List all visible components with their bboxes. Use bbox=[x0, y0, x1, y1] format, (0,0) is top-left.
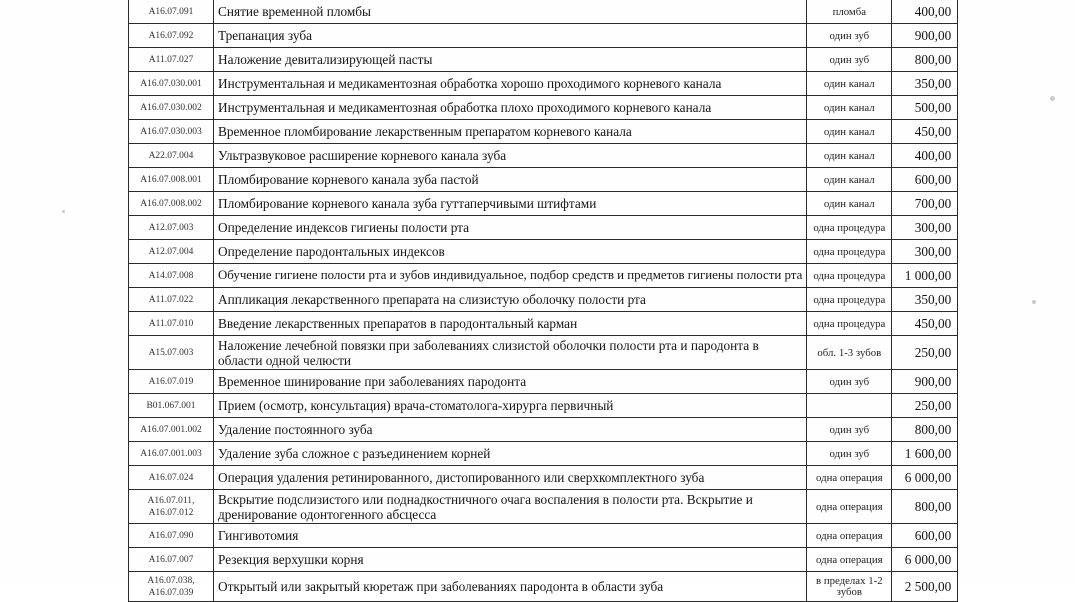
service-name: Инструментальная и медикаментозная обработка плохо проходимого корневого канала bbox=[214, 96, 807, 120]
table-row bbox=[129, 442, 958, 466]
service-name: Операция удаления ретинированного, дистопированного или сверхкомплектного зуба bbox=[214, 466, 807, 490]
service-name: Прием (осмотр, консультация) врача-стоматолога-хирурга первичный bbox=[214, 394, 807, 418]
service-unit: один зуб bbox=[807, 418, 892, 442]
service-price: 1 600,00 bbox=[892, 442, 958, 466]
service-code: A11.07.010 bbox=[129, 312, 214, 336]
service-code: A22.07.004 bbox=[129, 144, 214, 168]
scan-speck bbox=[1050, 96, 1055, 101]
service-price: 250,00 bbox=[892, 394, 958, 418]
service-price: 600,00 bbox=[892, 524, 958, 548]
service-code: A16.07.038, A16.07.039 bbox=[129, 572, 214, 602]
service-unit: один зуб bbox=[807, 370, 892, 394]
service-price: 400,00 bbox=[892, 144, 958, 168]
table-row bbox=[129, 490, 958, 524]
service-code: A16.07.024 bbox=[129, 466, 214, 490]
service-name: Определение индексов гигиены полости рта bbox=[214, 216, 807, 240]
service-unit: одна операция bbox=[807, 524, 892, 548]
service-name: Гингивотомия bbox=[214, 524, 807, 548]
table-row bbox=[129, 264, 958, 288]
service-price: 300,00 bbox=[892, 240, 958, 264]
table-row bbox=[129, 466, 958, 490]
table-row bbox=[129, 0, 958, 24]
service-price: 700,00 bbox=[892, 192, 958, 216]
service-unit: один канал bbox=[807, 192, 892, 216]
table-row bbox=[129, 240, 958, 264]
service-code: A16.07.001.002 bbox=[129, 418, 214, 442]
service-name: Обучение гигиене полости рта и зубов индивидуальное, подбор средств и предметов гигиены полости рта bbox=[214, 264, 807, 288]
service-price: 800,00 bbox=[892, 48, 958, 72]
service-code: A11.07.027 bbox=[129, 48, 214, 72]
service-code: A15.07.003 bbox=[129, 336, 214, 370]
scan-speck bbox=[62, 210, 65, 213]
service-code: A16.07.001.003 bbox=[129, 442, 214, 466]
dental-services-price-table bbox=[128, 0, 958, 602]
service-price: 500,00 bbox=[892, 96, 958, 120]
service-price: 350,00 bbox=[892, 72, 958, 96]
service-name: Пломбирование корневого канала зуба пастой bbox=[214, 168, 807, 192]
table-row bbox=[129, 312, 958, 336]
service-price: 250,00 bbox=[892, 336, 958, 370]
service-price: 300,00 bbox=[892, 216, 958, 240]
table-row bbox=[129, 72, 958, 96]
table-row bbox=[129, 370, 958, 394]
service-name: Резекция верхушки корня bbox=[214, 548, 807, 572]
service-unit: одна операция bbox=[807, 466, 892, 490]
service-unit: в пределах 1-2 зубов bbox=[807, 572, 892, 602]
service-unit: один зуб bbox=[807, 48, 892, 72]
service-unit: пломба bbox=[807, 0, 892, 24]
service-price: 800,00 bbox=[892, 418, 958, 442]
table-row bbox=[129, 418, 958, 442]
service-price: 6 000,00 bbox=[892, 466, 958, 490]
service-unit: одна операция bbox=[807, 490, 892, 524]
service-price: 350,00 bbox=[892, 288, 958, 312]
service-name: Наложение девитализирующей пасты bbox=[214, 48, 807, 72]
service-code: A16.07.008.002 bbox=[129, 192, 214, 216]
service-price: 450,00 bbox=[892, 312, 958, 336]
table-row bbox=[129, 524, 958, 548]
service-name: Пломбирование корневого канала зуба гуттаперчивыми штифтами bbox=[214, 192, 807, 216]
service-code: A16.07.090 bbox=[129, 524, 214, 548]
service-unit: один канал bbox=[807, 72, 892, 96]
service-price: 600,00 bbox=[892, 168, 958, 192]
service-code: A16.07.092 bbox=[129, 24, 214, 48]
service-unit: одна процедура bbox=[807, 216, 892, 240]
service-unit: одна операция bbox=[807, 548, 892, 572]
service-unit: одна процедура bbox=[807, 288, 892, 312]
service-name: Открытый или закрытый кюретаж при заболеваниях пародонта в области зуба bbox=[214, 572, 807, 602]
service-name: Определение пародонтальных индексов bbox=[214, 240, 807, 264]
service-code: A16.07.030.003 bbox=[129, 120, 214, 144]
table-row bbox=[129, 168, 958, 192]
service-name: Наложение лечебной повязки при заболеваниях слизистой оболочки полости рта и пародонта в области одной челюсти bbox=[214, 336, 807, 370]
service-code: A16.07.011, A16.07.012 bbox=[129, 490, 214, 524]
service-name: Аппликация лекарственного препарата на слизистую оболочку полости рта bbox=[214, 288, 807, 312]
table-row bbox=[129, 572, 958, 602]
service-code: B01.067.001 bbox=[129, 394, 214, 418]
service-code: A12.07.003 bbox=[129, 216, 214, 240]
service-name: Удаление зуба сложное с разъединением корней bbox=[214, 442, 807, 466]
service-code: A16.07.030.001 bbox=[129, 72, 214, 96]
table-row bbox=[129, 144, 958, 168]
service-price: 800,00 bbox=[892, 490, 958, 524]
service-code: A16.07.019 bbox=[129, 370, 214, 394]
service-code: A16.07.008.001 bbox=[129, 168, 214, 192]
table-row bbox=[129, 192, 958, 216]
service-price: 900,00 bbox=[892, 24, 958, 48]
service-unit: одна процедура bbox=[807, 312, 892, 336]
service-price: 400,00 bbox=[892, 0, 958, 24]
service-price: 900,00 bbox=[892, 370, 958, 394]
service-name: Ультразвуковое расширение корневого канала зуба bbox=[214, 144, 807, 168]
table-row bbox=[129, 216, 958, 240]
service-unit: одна процедура bbox=[807, 240, 892, 264]
service-price: 450,00 bbox=[892, 120, 958, 144]
service-name: Вскрытие подслизистого или поднадкостничного очага воспаления в полости рта. Вскрытие и дренирование одонтогенного абсцесса bbox=[214, 490, 807, 524]
service-unit: обл. 1-3 зубов bbox=[807, 336, 892, 370]
table-row bbox=[129, 120, 958, 144]
service-name: Снятие временной пломбы bbox=[214, 0, 807, 24]
table-row bbox=[129, 336, 958, 370]
service-unit bbox=[807, 394, 892, 418]
service-price: 1 000,00 bbox=[892, 264, 958, 288]
service-name: Введение лекарственных препаратов в пародонтальный карман bbox=[214, 312, 807, 336]
service-name: Инструментальная и медикаментозная обработка хорошо проходимого корневого канала bbox=[214, 72, 807, 96]
table-row bbox=[129, 48, 958, 72]
table-row bbox=[129, 24, 958, 48]
service-code: A11.07.022 bbox=[129, 288, 214, 312]
service-unit: одна процедура bbox=[807, 264, 892, 288]
table-row bbox=[129, 288, 958, 312]
service-code: A16.07.030.002 bbox=[129, 96, 214, 120]
service-unit: один канал bbox=[807, 144, 892, 168]
service-name: Временное пломбирование лекарственным препаратом корневого канала bbox=[214, 120, 807, 144]
service-code: A14.07.008 bbox=[129, 264, 214, 288]
service-unit: один канал bbox=[807, 96, 892, 120]
service-unit: один канал bbox=[807, 168, 892, 192]
service-name: Удаление постоянного зуба bbox=[214, 418, 807, 442]
scan-speck bbox=[1032, 300, 1036, 304]
service-unit: один зуб bbox=[807, 24, 892, 48]
service-unit: один зуб bbox=[807, 442, 892, 466]
table-row bbox=[129, 394, 958, 418]
service-code: A16.07.091 bbox=[129, 0, 214, 24]
table-row bbox=[129, 548, 958, 572]
service-code: A16.07.007 bbox=[129, 548, 214, 572]
service-name: Трепанация зуба bbox=[214, 24, 807, 48]
service-price: 2 500,00 bbox=[892, 572, 958, 602]
service-price: 6 000,00 bbox=[892, 548, 958, 572]
service-name: Временное шинирование при заболеваниях пародонта bbox=[214, 370, 807, 394]
service-code: A12.07.004 bbox=[129, 240, 214, 264]
service-unit: один канал bbox=[807, 120, 892, 144]
table-row bbox=[129, 96, 958, 120]
